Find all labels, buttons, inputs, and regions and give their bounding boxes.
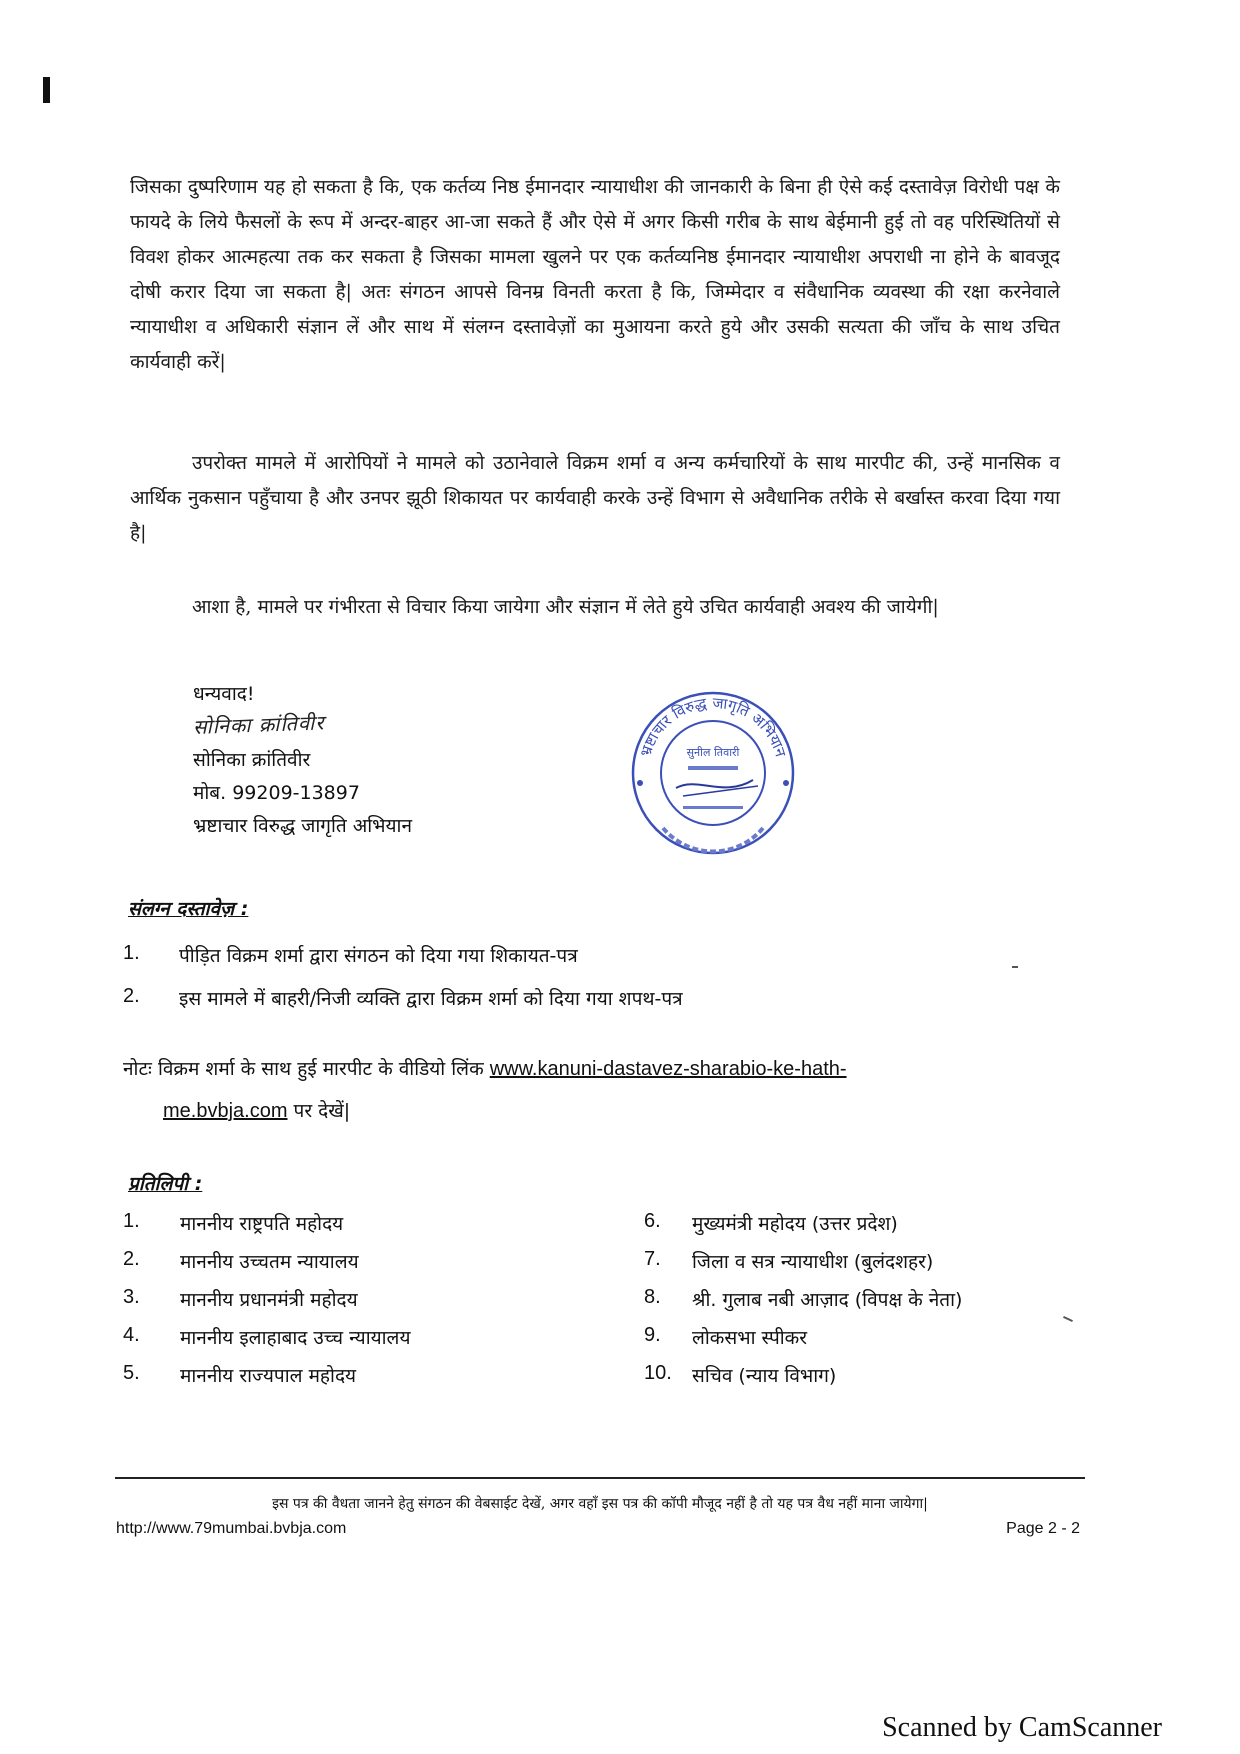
stamp-bottom-ring-text xyxy=(663,828,763,851)
stamp-text-line xyxy=(683,806,743,809)
stamp-dot-left xyxy=(637,780,643,786)
stamp-outer-ring xyxy=(633,693,793,853)
stamp-text-line xyxy=(688,766,738,770)
copy-text: माननीय राष्ट्रपति महोदय xyxy=(180,1213,344,1235)
body-paragraph-3: आशा है, मामले पर गंभीरता से विचार किया जायेगा और संज्ञान में लेते हुये उचित कार्यवाही अवश्य की जायेगी| xyxy=(192,596,939,618)
footer-website-url[interactable]: http://www.79mumbai.bvbja.com xyxy=(116,1520,347,1537)
body-paragraph-2: उपरोक्त मामले में आरोपियों ने मामले को उठानेवाले विक्रम शर्मा व अन्य कर्मचारियों के साथ मारपीट की, उन्हें मानसिक व आर्थिक नुकसान पहुँचाया है और उनपर झूठी शिकायत पर कार्यवाही करके उन्हें विभाग से अवैधानिक तरीके से बर्खास्त करवा दिया गया है| xyxy=(130,452,1060,544)
note-suffix: पर देखें| xyxy=(293,1100,351,1122)
stamp-ring-text: भ्रष्टाचार विरुद्ध जागृति अभियान xyxy=(636,693,790,759)
copy-text: मुख्यमंत्री महोदय (उत्तर प्रदेश) xyxy=(692,1213,898,1235)
copy-text: माननीय राज्यपाल महोदय xyxy=(180,1365,357,1387)
thanks-text: धन्यवाद! xyxy=(193,683,255,705)
copies-list-right xyxy=(644,1210,962,1400)
attachments-heading: संलग्न दस्तावेज़ : xyxy=(128,898,249,920)
attachments-list xyxy=(123,942,683,1028)
stamp-center-name: सुनील तिवारी xyxy=(686,746,740,759)
copy-number: 5. xyxy=(123,1362,140,1384)
organization-seal-stamp-icon xyxy=(628,688,798,858)
copy-recipient xyxy=(123,1248,410,1286)
copy-text: श्री. गुलाब नबी आज़ाद (विपक्ष के नेता) xyxy=(692,1289,963,1311)
copy-recipient xyxy=(644,1248,962,1286)
camscanner-watermark: Scanned by CamScanner xyxy=(882,1712,1162,1743)
scan-speck xyxy=(1063,1316,1073,1322)
footer-divider xyxy=(115,1477,1085,1479)
copy-recipient xyxy=(123,1210,410,1248)
note-label: नोटः xyxy=(123,1058,152,1080)
copy-number: 4. xyxy=(123,1324,140,1346)
handwritten-signature: सोनिका क्रांतिवीर xyxy=(192,710,325,739)
copy-number: 3. xyxy=(123,1286,140,1308)
copy-text: माननीय इलाहाबाद उच्च न्यायालय xyxy=(180,1327,411,1349)
copy-recipient xyxy=(123,1286,410,1324)
copy-recipient xyxy=(123,1362,410,1400)
copy-text: सचिव (न्याय विभाग) xyxy=(692,1365,837,1387)
copy-recipient xyxy=(644,1362,962,1400)
attachment-text: पीड़ित विक्रम शर्मा द्वारा संगठन को दिया गया शिकायत-पत्र xyxy=(179,945,578,967)
attachment-number: 1. xyxy=(123,942,140,964)
video-link-part1[interactable]: www.kanuni-dastavez-sharabio-ke-hath- xyxy=(489,1058,847,1080)
video-link-part2[interactable]: me.bvbja.com xyxy=(163,1100,288,1122)
copy-number: 2. xyxy=(123,1248,140,1270)
stamp-signature-scribble xyxy=(676,780,753,788)
copy-recipient xyxy=(123,1324,410,1362)
stamp-inner-ring xyxy=(661,721,765,825)
copy-number: 1. xyxy=(123,1210,140,1232)
footer-validity-note: इस पत्र की वैधता जानने हेतु संगठन की वेबसाईट देखें, अगर वहाँ इस पत्र की कॉपी मौजूद नहीं है तो यह पत्र वैध नहीं माना जायेगा| xyxy=(272,1496,928,1512)
copy-recipient xyxy=(644,1324,962,1362)
copy-text: जिला व सत्र न्यायाधीश (बुलंदशहर) xyxy=(692,1251,934,1273)
stamp-dot-right xyxy=(783,780,789,786)
page-number: Page 2 - 2 xyxy=(1006,1520,1080,1537)
copy-text: लोकसभा स्पीकर xyxy=(692,1327,808,1349)
copy-number: 6. xyxy=(644,1210,661,1232)
copies-list-left xyxy=(123,1210,410,1400)
copy-number: 9. xyxy=(644,1324,661,1346)
signatory-name: सोनिका क्रांतिवीर xyxy=(193,749,311,771)
copy-number: 10. xyxy=(644,1362,672,1384)
scan-margin-mark xyxy=(43,77,50,103)
body-paragraph-1: जिसका दुष्परिणाम यह हो सकता है कि, एक कर्तव्य निष्ठ ईमानदार न्यायाधीश की जानकारी के बिना ही ऐसे कई दस्तावेज़ विरोधी पक्ष के फायदे के लिये फैसलों के रूप में अन्दर-बाहर आ-जा सकते हैं और ऐसे में अगर किसी गरीब के साथ बेईमानी हुई तो वह परिस्थितियों से विवश होकर आत्महत्या तक कर सकता है जिसका मामला खुलने पर एक कर्तव्यनिष्ठ ईमानदार न्यायाधीश अपराधी ना होने के बावजूद दोषी करार दिया जा सकता है| अतः संगठन आपसे विनम्र विनती करता है कि, जिम्मेदार व संवैधानिक व्यवस्था की रक्षा करनेवाले न्यायाधीश व अधिकारी संज्ञान लें और साथ में संलग्न दस्तावेज़ों का मुआयना करते हुये और उसकी सत्यता की जाँच के साथ उचित कार्यवाही करें| xyxy=(130,176,1060,373)
attachment-text: इस मामले में बाहरी/निजी व्यक्ति द्वारा विक्रम शर्मा को दिया गया शपथ-पत्र xyxy=(179,988,683,1010)
note-text: विक्रम शर्मा के साथ हुई मारपीट के वीडियो लिंक xyxy=(157,1058,484,1080)
scan-speck xyxy=(1012,966,1018,968)
attachment-item xyxy=(123,942,683,985)
copy-recipient xyxy=(644,1286,962,1324)
copy-number: 7. xyxy=(644,1248,661,1270)
copies-heading: प्रतिलिपी : xyxy=(128,1173,203,1195)
copy-text: माननीय उच्चतम न्यायालय xyxy=(180,1251,359,1273)
signatory-mobile: मोब. 99209-13897 xyxy=(193,782,360,804)
closing-block xyxy=(193,678,412,843)
copy-text: माननीय प्रधानमंत्री महोदय xyxy=(180,1289,358,1311)
copy-number: 8. xyxy=(644,1286,661,1308)
attachment-number: 2. xyxy=(123,985,140,1007)
copy-recipient xyxy=(644,1210,962,1248)
note-block xyxy=(123,1048,1078,1132)
signatory-organization: भ्रष्टाचार विरुद्ध जागृति अभियान xyxy=(193,815,413,837)
attachment-item xyxy=(123,985,683,1028)
